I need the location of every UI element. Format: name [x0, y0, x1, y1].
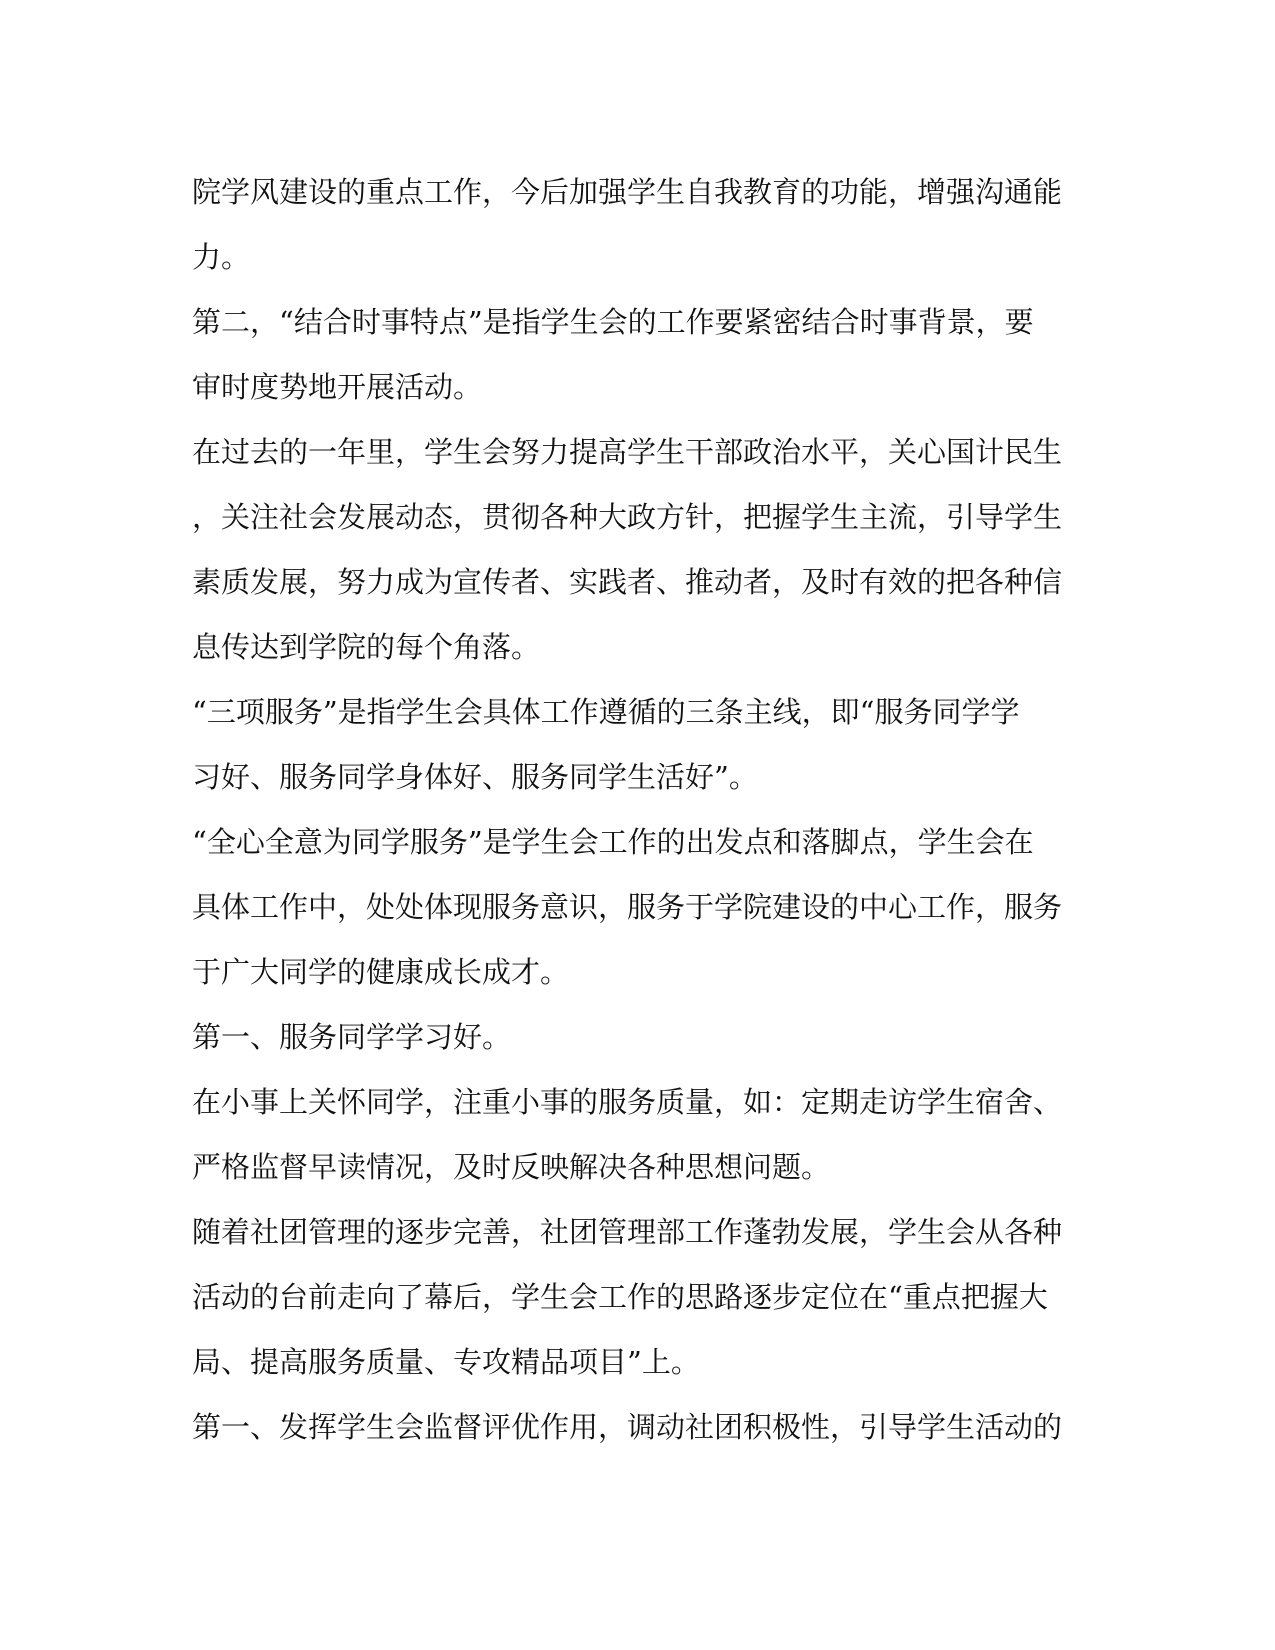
text-line: 息传达到学院的每个角落。	[192, 630, 541, 664]
text-line: 院学风建设的重点工作，今后加强学生自我教育的功能，增强沟通能	[192, 175, 1063, 209]
text-line: 第一、服务同学学习好。	[192, 1020, 512, 1054]
text-line: 活动的台前走向了幕后，学生会工作的思路逐步定位在“重点把握大	[192, 1280, 1048, 1314]
text-line: 随着社团管理的逐步完善，社团管理部工作蓬勃发展，学生会从各种	[192, 1215, 1063, 1249]
text-line: 于广大同学的健康成长成才。	[192, 955, 570, 989]
text-line: 局、提高服务质量、专攻精品项目”上。	[192, 1345, 700, 1379]
text-line: 在小事上关怀同学，注重小事的服务质量，如：定期走访学生宿舍、	[192, 1085, 1063, 1119]
text-line: 严格监督早读情况，及时反映解决各种思想问题。	[192, 1150, 831, 1184]
text-line: 第一、发挥学生会监督评优作用，调动社团积极性，引导学生活动的	[192, 1410, 1063, 1444]
text-line: “全心全意为同学服务”是学生会工作的出发点和落脚点，学生会在	[192, 825, 1034, 859]
text-line: 力。	[192, 240, 251, 274]
text-line: 习好、服务同学身体好、服务同学生活好”。	[192, 760, 758, 794]
text-line: 审时度势地开展活动。	[192, 370, 483, 404]
body-text	[192, 160, 1072, 1460]
text-line: 在过去的一年里，学生会努力提高学生干部政治水平，关心国计民生	[192, 435, 1063, 469]
text-line: 具体工作中，处处体现服务意识，服务于学院建设的中心工作，服务	[192, 890, 1063, 924]
text-line: 素质发展，努力成为宣传者、实践者、推动者，及时有效的把各种信	[192, 565, 1063, 599]
text-line: 第二，“结合时事特点”是指学生会的工作要紧密结合时事背景，要	[192, 305, 1034, 339]
text-line: “三项服务”是指学生会具体工作遵循的三条主线，即“服务同学学	[192, 695, 1020, 729]
text-line: ，关注社会发展动态，贯彻各种大政方针，把握学生主流，引导学生	[192, 500, 1063, 534]
